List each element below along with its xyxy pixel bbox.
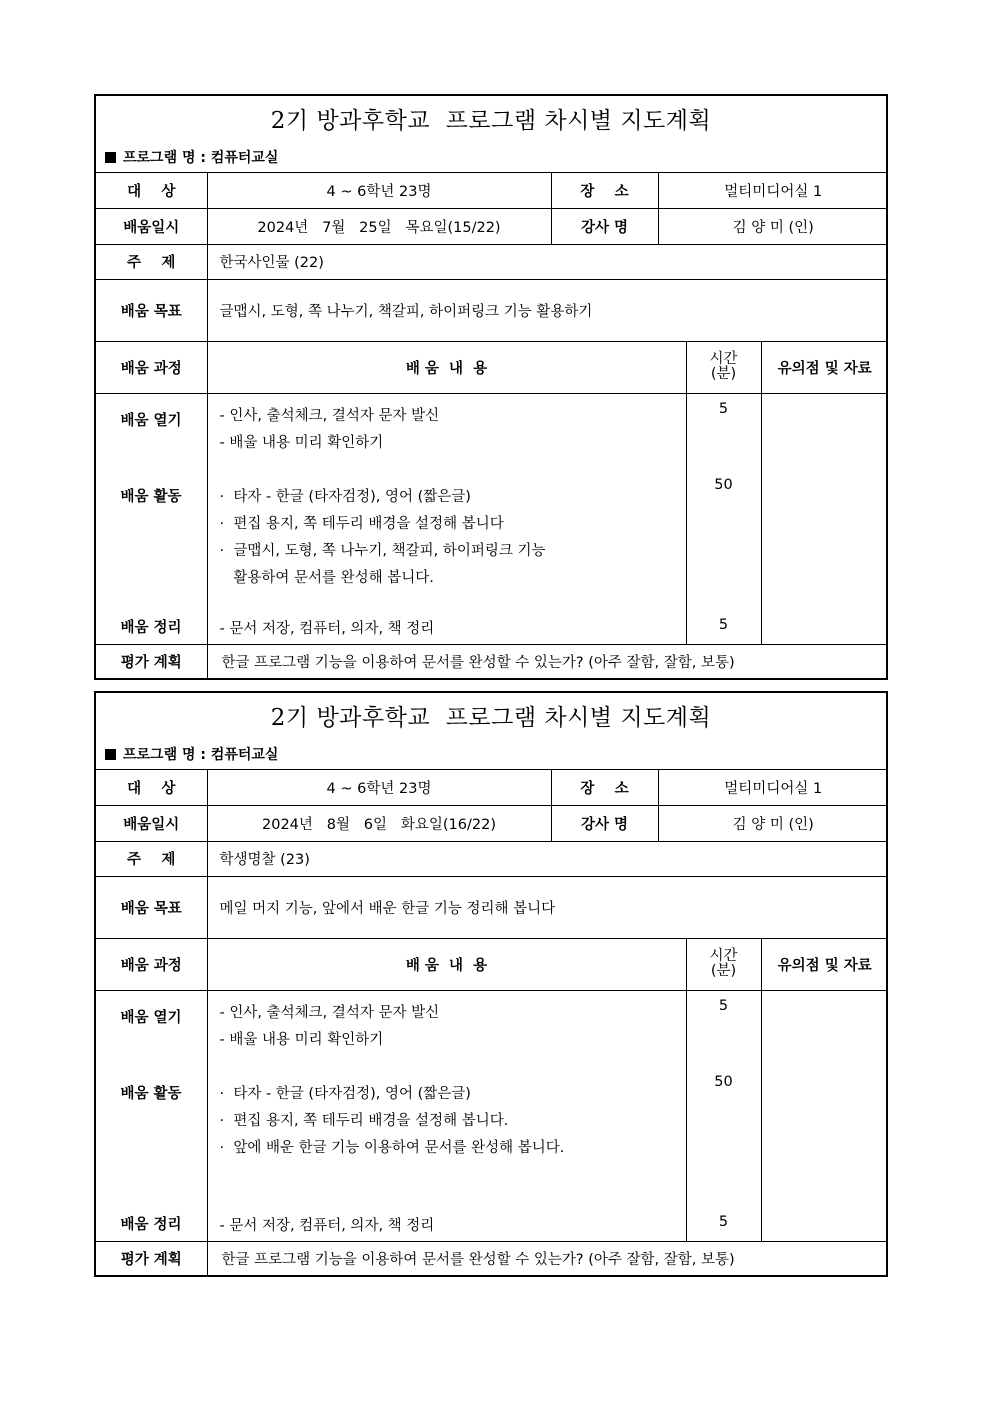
time-header-line1: 시간 [709, 948, 738, 964]
date-value: 2024년 8월 6일 화요일(16/22) [207, 805, 551, 841]
topic-value: 한국사인물 (22) [207, 244, 888, 279]
content-header: 배 움 내 용 [207, 341, 686, 393]
notes-column [761, 990, 888, 1241]
plan-table [96, 770, 888, 1275]
time-header-line1: 시간 [709, 351, 738, 367]
stage-open: 배움 열기 [120, 412, 182, 429]
plan-table [96, 173, 888, 678]
place-label: 장 소 [551, 770, 658, 805]
date-value: 2024년 7월 25일 목요일(15/22) [207, 208, 551, 244]
topic-label: 주 제 [96, 841, 207, 876]
open-item-1: - 인사, 출석체크, 결석자 문자 발신 [219, 407, 440, 424]
eval-label: 평가 계획 [96, 1241, 207, 1275]
open-item-2: - 배울 내용 미리 확인하기 [219, 1031, 384, 1048]
activity-item-2: · 편집 용지, 쪽 테두리 배경을 설정해 봅니다. [219, 1112, 509, 1129]
minutes-open: 5 [718, 400, 729, 417]
open-item-1: - 인사, 출석체크, 결석자 문자 발신 [219, 1004, 440, 1021]
stage-column [96, 393, 207, 644]
target-label: 대 상 [96, 770, 207, 805]
target-value: 4 ~ 6학년 23명 [207, 770, 551, 805]
stage-open: 배움 열기 [120, 1009, 182, 1026]
time-header-line2: (분) [710, 366, 737, 382]
stage-close: 배움 정리 [120, 1216, 182, 1233]
teacher-label: 강사 명 [551, 805, 658, 841]
activity-item-4: 활용하여 문서를 완성해 봅니다. [219, 569, 434, 586]
lesson-plan-1 [94, 94, 888, 680]
place-value: 멀티미디어실 1 [658, 173, 888, 208]
target-value: 4 ~ 6학년 23명 [207, 173, 551, 208]
content-header: 배 움 내 용 [207, 938, 686, 990]
content-column [207, 393, 686, 644]
plan-title: 2기 방과후학교 프로그램 차시별 지도계획 [270, 705, 712, 731]
program-name [105, 744, 278, 764]
goal-value: 글맵시, 도형, 쪽 나누기, 책갈피, 하이퍼링크 기능 활용하기 [207, 279, 888, 341]
close-item-1: - 문서 저장, 컴퓨터, 의자, 책 정리 [219, 1217, 435, 1234]
date-label: 배움일시 [96, 805, 207, 841]
time-header [686, 341, 761, 393]
activity-item-1: · 타자 - 한글 (타자검정), 영어 (짧은글) [219, 1085, 471, 1102]
open-item-2: - 배울 내용 미리 확인하기 [219, 434, 384, 451]
activity-item-3: · 앞에 배운 한글 기능 이용하여 문서를 완성해 봅니다. [219, 1139, 565, 1156]
plan-title: 2기 방과후학교 프로그램 차시별 지도계획 [270, 108, 712, 134]
activity-item-1: · 타자 - 한글 (타자검정), 영어 (짧은글) [219, 488, 471, 505]
goal-value: 메일 머지 기능, 앞에서 배운 한글 기능 정리해 봅니다 [207, 876, 888, 938]
time-column [686, 990, 761, 1241]
content-column [207, 990, 686, 1241]
teacher-value: 김 양 미 (인) [658, 805, 888, 841]
eval-value: 한글 프로그램 기능을 이용하여 문서를 완성할 수 있는가? (아주 잘함, 잘함, 보통) [207, 1241, 888, 1275]
notes-header: 유의점 및 자료 [761, 341, 888, 393]
eval-label: 평가 계획 [96, 644, 207, 678]
teacher-label: 강사 명 [551, 208, 658, 244]
teacher-value: 김 양 미 (인) [658, 208, 888, 244]
stage-activity: 배움 활동 [120, 488, 182, 505]
plan-header [96, 96, 886, 173]
activity-item-2: · 편집 용지, 쪽 테두리 배경을 설정해 봅니다 [219, 515, 504, 532]
topic-value: 학생명찰 (23) [207, 841, 888, 876]
stage-close: 배움 정리 [120, 619, 182, 636]
lesson-plan-2 [94, 691, 888, 1277]
notes-header: 유의점 및 자료 [761, 938, 888, 990]
time-header [686, 938, 761, 990]
place-label: 장 소 [551, 173, 658, 208]
goal-label: 배움 목표 [96, 279, 207, 341]
target-label: 대 상 [96, 173, 207, 208]
program-name-text: 프로그램 명 : 컴퓨터교실 [123, 747, 279, 763]
date-label: 배움일시 [96, 208, 207, 244]
program-name [105, 147, 278, 167]
topic-label: 주 제 [96, 244, 207, 279]
notes-column [761, 393, 888, 644]
close-item-1: - 문서 저장, 컴퓨터, 의자, 책 정리 [219, 620, 435, 637]
time-column [686, 393, 761, 644]
goal-label: 배움 목표 [96, 876, 207, 938]
minutes-activity: 50 [714, 476, 733, 493]
stage-column [96, 990, 207, 1241]
square-bullet-icon [105, 152, 116, 163]
minutes-open: 5 [718, 997, 729, 1014]
plan-header [96, 693, 886, 770]
time-header-line2: (분) [710, 963, 737, 979]
eval-value: 한글 프로그램 기능을 이용하여 문서를 완성할 수 있는가? (아주 잘함, 잘함, 보통) [207, 644, 888, 678]
stage-activity: 배움 활동 [120, 1085, 182, 1102]
place-value: 멀티미디어실 1 [658, 770, 888, 805]
activity-item-3: · 글맵시, 도형, 쪽 나누기, 책갈피, 하이퍼링크 기능 [219, 542, 546, 559]
process-header: 배움 과정 [96, 341, 207, 393]
minutes-activity: 50 [714, 1073, 733, 1090]
minutes-close: 5 [718, 616, 729, 633]
program-name-text: 프로그램 명 : 컴퓨터교실 [123, 150, 279, 166]
minutes-close: 5 [718, 1213, 729, 1230]
process-header: 배움 과정 [96, 938, 207, 990]
square-bullet-icon [105, 749, 116, 760]
